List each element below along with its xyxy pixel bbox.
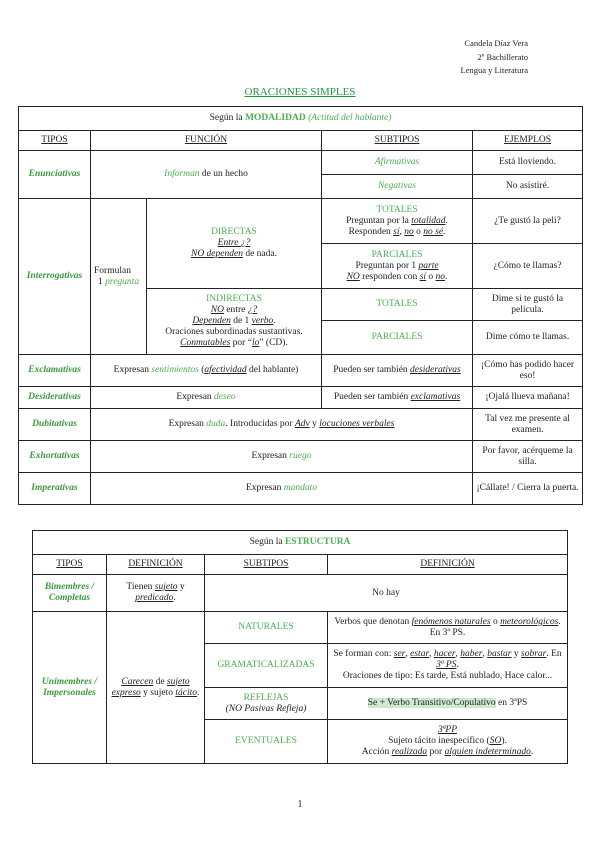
ejemplo-parciales-directas: ¿Cómo te llamas? (473, 244, 583, 289)
ejemplo-parciales-indirectas: Dime cómo te llamas. (473, 321, 583, 355)
modalidad-table (18, 106, 583, 505)
subtipo-totales-indirectas: TOTALES (322, 289, 473, 321)
definicion-naturales: Verbos que denotan fenómenos naturales o meteorológicos. En 3ª PS. (328, 612, 568, 644)
author-header (461, 37, 529, 78)
definicion-bimembres: Tienen sujeto y predicado. (107, 575, 205, 612)
tipo-dubitativas: Dubitativas (19, 409, 91, 441)
col-header-funcion: FUNCIÓN (91, 131, 322, 151)
subtipo-eventuales: EVENTUALES (205, 720, 328, 764)
course-label: 2º Bachillerato (477, 51, 528, 62)
modalidad-caption: Según la MODALIDAD (Actitud del hablante) (19, 107, 583, 131)
funcion-exclamativas: Expresan sentimientos (afectividad del hablante) (91, 355, 322, 387)
subtipo-gramaticalizadas: GRAMATICALIZADAS (205, 644, 328, 688)
funcion-imperativas: Expresan mandato (91, 473, 473, 505)
ejemplo-imperativas: ¡Cállate! / Cierra la puerta. (473, 473, 583, 505)
subtipo-negativas: Negativas (322, 175, 473, 199)
funcion-exhortativas: Expresan ruego (91, 441, 473, 473)
author-name: Candela Díaz Vera (464, 38, 528, 48)
interrogativas-directas: DIRECTAS Entre ¿? NO dependen de nada. (147, 199, 322, 289)
ejemplo-totales-directas: ¿Te gustó la peli? (473, 199, 583, 244)
definicion-reflejas: Se + Verbo Transitivo/Copulativo en 3ªPS (328, 688, 568, 720)
tipo-enunciativas: Enunciativas (19, 151, 91, 199)
subtipo-parciales-indirectas: PARCIALES (322, 321, 473, 355)
ejemplo-totales-indirectas: Dime si te gustó la película. (473, 289, 583, 321)
ejemplo-exclamativas: ¡Cómo has podido hacer eso! (473, 355, 583, 387)
subtipo-reflejas: REFLEJAS (NO Pasivas Refleja) (205, 688, 328, 720)
definicion-gramaticalizadas: Se forman con: ser, estar, hacer, haber, bastar y sobrar. En 3ª PS. Oraciones de tipo: Es tarde, Está nublado, Hace calor... (328, 644, 568, 688)
subtipo-exclamativas: Pueden ser también desiderativas (322, 355, 473, 387)
definicion-unimembres: Carecen de sujeto expreso y sujeto tácito. (107, 612, 205, 764)
col-header-tipos-estructura: TIPOS (33, 555, 107, 575)
funcion-desiderativas: Expresan deseo (91, 387, 322, 409)
tipo-bimembres: Bimembres / Completas (33, 575, 107, 612)
tipo-desiderativas: Desiderativas (19, 387, 91, 409)
subtipo-desiderativas: Pueden ser también exclamativas (322, 387, 473, 409)
ejemplo-afirmativas: Está lloviendo. (473, 151, 583, 175)
ejemplo-negativas: No asistiré. (473, 175, 583, 199)
tipo-unimembres: Unimembres / Impersonales (33, 612, 107, 764)
funcion-enunciativas: Informan de un hecho (91, 151, 322, 199)
col-header-subtipos-estructura: SUBTIPOS (205, 555, 328, 575)
col-header-tipos: TIPOS (19, 131, 91, 151)
subtipo-naturales: NATURALES (205, 612, 328, 644)
col-header-ejemplos: EJEMPLOS (473, 131, 583, 151)
tipo-exhortativas: Exhortativas (19, 441, 91, 473)
estructura-caption: Según la ESTRUCTURA (33, 531, 568, 555)
col-header-definicion-subtipo: DEFINICIÓN (328, 555, 568, 575)
estructura-table (32, 530, 568, 764)
ejemplo-desiderativas: ¡Ojalá llueva mañana! (473, 387, 583, 409)
subject-label: Lengua y Literatura (460, 65, 528, 75)
subtipos-bimembres: No hay (205, 575, 568, 612)
ejemplo-dubitativas: Tal vez me presente al examen. (473, 409, 583, 441)
page-number: 1 (297, 799, 303, 810)
funcion-interrogativas: Formulan 1 pregunta (91, 199, 147, 355)
funcion-dubitativas: Expresan duda. Introducidas por Adv y locuciones verbales (91, 409, 473, 441)
definicion-eventuales: 3ªPP Sujeto tácito inespecífico (SO). Acción realizada por alguien indeterminado. (328, 720, 568, 764)
subtipo-totales-directas: TOTALES Preguntan por la totalidad. Responden sí, no o no sé. (322, 199, 473, 244)
tipo-exclamativas: Exclamativas (19, 355, 91, 387)
page-title: ORACIONES SIMPLES (244, 86, 356, 98)
subtipo-afirmativas: Afirmativas (322, 151, 473, 175)
ejemplo-exhortativas: Por favor, acérqueme la silla. (473, 441, 583, 473)
col-header-subtipos: SUBTIPOS (322, 131, 473, 151)
tipo-imperativas: Imperativas (19, 473, 91, 505)
tipo-interrogativas: Interrogativas (19, 199, 91, 355)
interrogativas-indirectas: INDIRECTAS NO entre ¿? Dependen de 1 verbo. Oraciones subordinadas sustantivas. Conmutables por “lo” (CD). (147, 289, 322, 355)
subtipo-parciales-directas: PARCIALES Preguntan por 1 parte NO responden con sí o no. (322, 244, 473, 289)
col-header-definicion: DEFINICIÓN (107, 555, 205, 575)
